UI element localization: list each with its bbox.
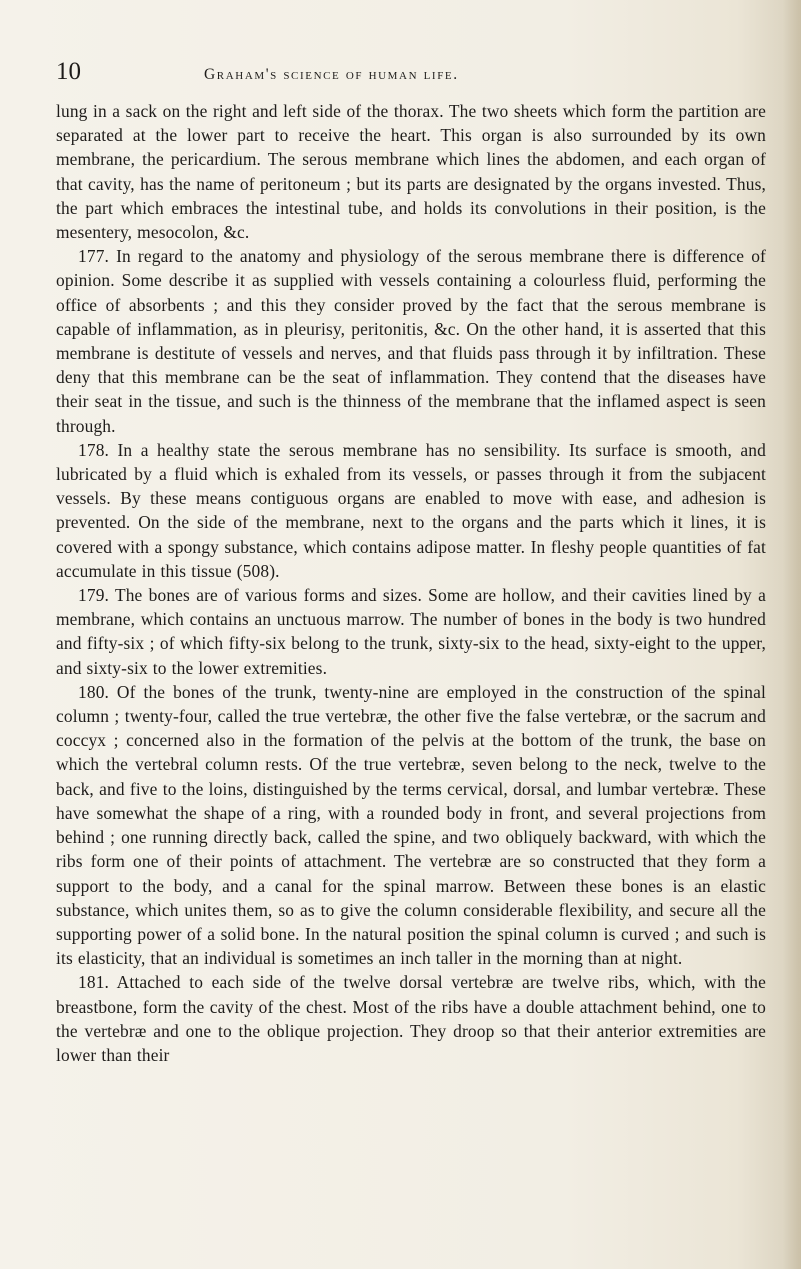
page-header: [56, 58, 756, 88]
paragraph-179: 179. The bones are of various forms and sizes. Some are hollow, and their cavities lined by a membrane, which contains an unctuous marrow. The number of bones in the body is two hundred and fifty-six ; of which fifty-six belong to the trunk, sixty-six to the head, sixty-eight to the upper, and sixty-six to the lower extremities.: [56, 585, 766, 678]
page-number: 10: [56, 58, 81, 85]
page-edge-shadow: [783, 0, 801, 1269]
paragraph-181: 181. Attached to each side of the twelve dorsal vertebræ are twelve ribs, which, with the breastbone, form the cavity of the chest. Most of the ribs have a double attachment behind, one to the vertebræ and one to the oblique projection. They droop so that their anterior extremities are lower than their: [56, 972, 766, 1065]
body-text: [56, 99, 766, 1067]
paragraph-177: 177. In regard to the anatomy and physiology of the serous membrane there is difference of opinion. Some describe it as supplied with vessels containing a colourless fluid, performing the office of absorbents ; and this they consider proved by the fact that the serous membrane is capable of inflammation, as in pleurisy, peritonitis, &c. On the other hand, it is asserted that this membrane is destitute of vessels and nerves, and that fluids pass through it by infiltration. These deny that this membrane can be the seat of inflammation. They contend that the diseases have their seat in the tissue, and such is the thinness of the membrane that the inflamed aspect is seen through.: [56, 246, 766, 436]
running-head: Graham's science of human life.: [204, 66, 459, 83]
paragraph-continued: lung in a sack on the right and left side of the thorax. The two sheets which form the partition are separated at the lower part to receive the heart. This organ is also surrounded by its own membrane, the pericardium. The serous membrane which lines the abdomen, and each organ of that cavity, has the name of peritoneum ; but its parts are designated by the organs invested. Thus, the part which embraces the intestinal tube, and holds its convolutions in their position, is the mesentery, mesocolon, &c.: [56, 101, 766, 243]
paragraph-180: 180. Of the bones of the trunk, twenty-nine are employed in the construction of the spinal column ; twenty-four, called the true vertebræ, the other five the false vertebræ, or the sacrum and coccyx ; concerned also in the formation of the pelvis at the bottom of the trunk, the base on which the vertebral column rests. Of the true vertebræ, seven belong to the neck, twelve to the back, and five to the loins, distinguished by the terms cervical, dorsal, and lumbar vertebræ. These have somewhat the shape of a ring, with a rounded body in front, and several projections from behind ; one running directly back, called the spine, and two obliquely backward, with which the ribs form one of their points of attachment. The vertebræ are so constructed that they form a support to the body, and a canal for the spinal marrow. Between these bones is an elastic substance, which unites them, so as to give the column considerable flexibility, and secure all the supporting power of a solid bone. In the natural position the spinal column is curved ; and such is its elasticity, that an individual is sometimes an inch taller in the morning than at night.: [56, 681, 766, 969]
paragraph-178: 178. In a healthy state the serous membrane has no sensibility. Its surface is smooth, and lubricated by a fluid which is exhaled from its vessels, or passes through it from the subjacent vessels. By these means contiguous organs are enabled to move with ease, and adhesion is prevented. On the side of the membrane, next to the organs and the parts which it lines, it is covered with a spongy substance, which contains adipose matter. In fleshy people quantities of fat accumulate in this tissue (508).: [56, 439, 766, 581]
